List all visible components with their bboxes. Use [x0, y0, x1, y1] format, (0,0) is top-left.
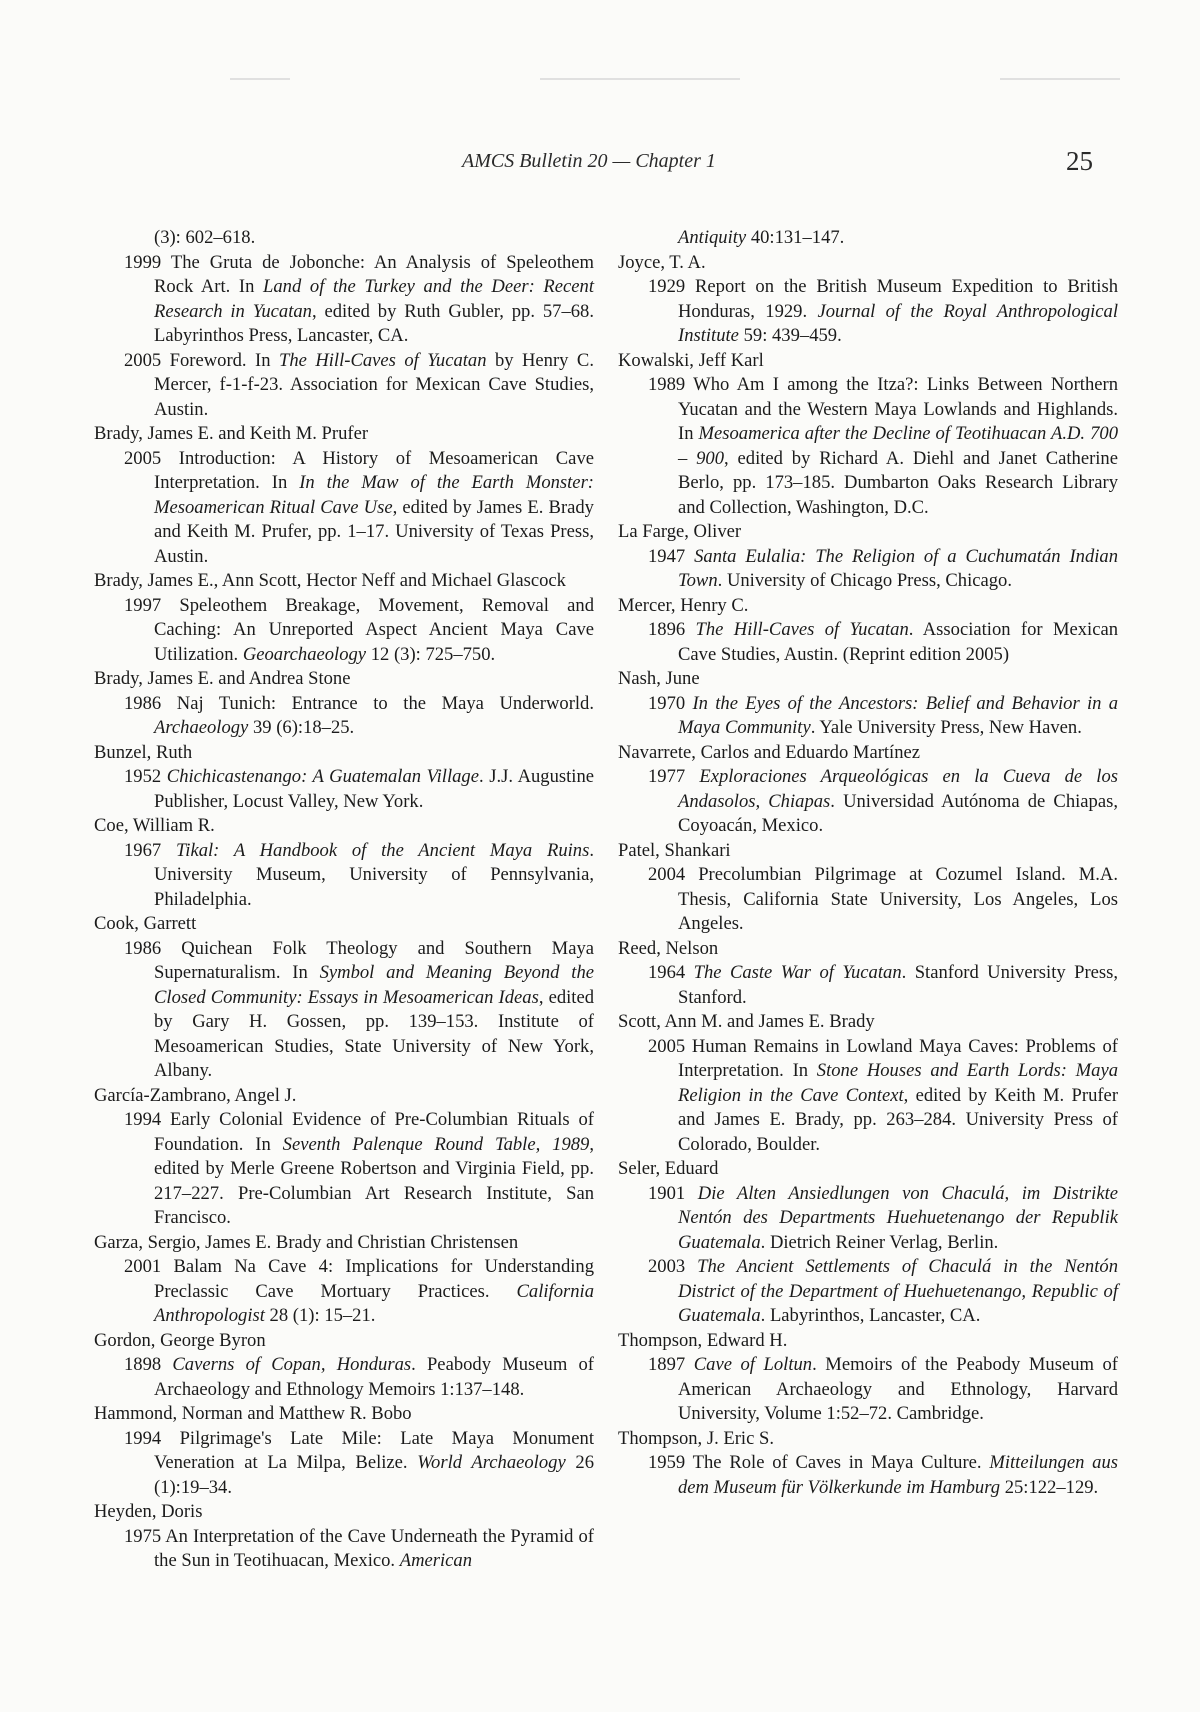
entry-title-italic: California Anthropologist	[154, 1280, 594, 1326]
bibliography-author: Scott, Ann M. and James E. Brady	[618, 1011, 875, 1032]
bibliography-author: Nash, June	[618, 668, 700, 689]
bibliography-entry	[94, 594, 594, 668]
entry-text: , edited by Richard A. Diehl and Janet Catherine Berlo, pp. 173–185. Dumbarton Oaks Research Library and Collection, Washington, D.C.	[678, 447, 1118, 518]
entry-title-italic: American	[399, 1550, 473, 1571]
entry-title-italic: Cave of Loltun	[693, 1354, 813, 1375]
bibliography-entry	[618, 765, 1118, 839]
entry-year: 1929	[648, 276, 686, 297]
bibliography-author: Cook, Garrett	[94, 913, 197, 934]
entry-text: . J.J. Augustine Publisher, Locust Valley, New York.	[154, 766, 595, 812]
entry-year: 1896	[648, 619, 686, 640]
entry-text: . Yale University Press, New Haven.	[810, 717, 1082, 738]
bibliography-entry-continuation	[94, 226, 594, 251]
entry-year: 2005	[124, 349, 162, 371]
bibliography-author: Thompson, J. Eric S.	[618, 1427, 774, 1449]
bibliography-author: Patel, Shankari	[618, 839, 731, 861]
entry-year: 1964	[648, 962, 686, 983]
entry-text	[685, 1183, 698, 1204]
bibliography-entry	[618, 692, 1118, 741]
entry-text: 28 (1): 15–21.	[264, 1305, 376, 1326]
bibliography-entry	[618, 1035, 1118, 1158]
scan-artifact	[230, 78, 290, 80]
bibliography-entry	[94, 1255, 594, 1329]
entry-year: 1897	[648, 1354, 686, 1375]
bibliography-entry	[618, 545, 1118, 594]
bibliography-entry	[94, 251, 594, 349]
entry-text: , edited by Merle Greene Robertson and Virginia Field, pp. 217–227. Pre-Columbian Art Research Institute, San Francisco.	[154, 1133, 594, 1228]
entry-text: 59: 439–459.	[738, 325, 842, 346]
entry-text: . Peabody Museum of Archaeology and Ethnology Memoirs 1:137–148.	[154, 1354, 594, 1400]
entry-text: 25:122–129.	[1000, 1476, 1099, 1498]
entry-year: 1947	[648, 545, 686, 567]
entry-title-italic: The Hill-Caves of Yucatan	[695, 619, 909, 640]
bibliography-entry	[94, 937, 594, 1084]
bibliography-entry	[94, 447, 594, 570]
entry-title-italic: Tikal: A Handbook of the Ancient Maya Ruins	[175, 839, 590, 861]
entry-year: 1952	[124, 766, 162, 787]
bibliography-author: Navarrete, Carlos and Eduardo Martínez	[618, 741, 921, 763]
bibliography-author: Heyden, Doris	[94, 1501, 203, 1522]
entry-title-italic: Seventh Palenque Round Table, 1989	[282, 1133, 590, 1155]
page-number: 25	[1066, 146, 1093, 176]
entry-text: Early Colonial Evidence of Pre-Columbian Rituals of Foundation. In	[154, 1109, 594, 1155]
entry-text: Balam Na Cave 4: Implications for Understanding Preclassic Cave Mortuary Practices.	[154, 1256, 594, 1302]
entry-text	[685, 619, 695, 640]
entry-year: 1959	[648, 1452, 686, 1473]
bibliography-author: Thompson, Edward H.	[618, 1329, 788, 1351]
entry-text	[685, 766, 699, 787]
entry-text: Report on the British Museum Expedition to British Honduras, 1929.	[678, 276, 1118, 322]
bibliography-author: Hammond, Norman and Matthew R. Bobo	[94, 1403, 412, 1424]
running-head: AMCS Bulletin 20 — Chapter 1	[462, 150, 716, 172]
entry-text: . Universidad Autónoma de Chiapas, Coyoacán, Mexico.	[678, 790, 1118, 836]
entry-title-italic: The Hill-Caves of Yucatan	[278, 349, 487, 371]
entry-text: , edited by Gary H. Gossen, pp. 139–153. Institute of Mesoamerican Studies, State University of New York, Albany.	[154, 986, 595, 1081]
entry-text: . Memoirs of the Peabody Museum of American Archaeology and Ethnology, Harvard University, Volume 1:52–72. Cambridge.	[678, 1354, 1119, 1424]
entry-year: 1986	[124, 692, 162, 714]
entry-title-italic: Symbol and Meaning Beyond the Closed Community: Essays in Mesoamerican Ideas	[154, 962, 594, 1008]
bibliography-author: García-Zambrano, Angel J.	[94, 1084, 297, 1106]
bibliography-entry	[618, 1255, 1118, 1329]
bibliography-author: Garza, Sergio, James E. Brady and Christian Christensen	[94, 1231, 519, 1253]
entry-text: , edited by James E. Brady and Keith M. Prufer, pp. 1–17. University of Texas Press, Austin.	[154, 496, 594, 567]
bibliography-entry	[94, 1353, 594, 1402]
entry-year: 1901	[648, 1182, 686, 1204]
entry-title-italic: Journal of the Royal Anthropological Institute	[678, 300, 1118, 346]
bibliography-entry	[94, 1108, 594, 1231]
entry-year: 1967	[124, 839, 162, 861]
bibliography-entry	[94, 1427, 594, 1501]
entry-title-italic: Caverns of Copan, Honduras	[172, 1354, 412, 1375]
bibliography-author: Brady, James E. and Andrea Stone	[94, 668, 351, 689]
entry-title-italic: Mesoamerica after the Decline of Teotihuacan A.D. 700 – 900	[678, 423, 1118, 469]
bibliography-author: Brady, James E. and Keith M. Prufer	[94, 423, 369, 444]
entry-text: Precolumbian Pilgrimage at Cozumel Island. M.A. Thesis, California State University, Los Angeles, Los Angeles.	[678, 864, 1118, 934]
bibliography-entry	[94, 692, 594, 741]
entry-text: . University of Chicago Press, Chicago.	[717, 570, 1012, 591]
bibliography-author: Brady, James E., Ann Scott, Hector Neff and Michael Glascock	[94, 570, 566, 591]
bibliography-entry	[618, 275, 1118, 349]
entry-title-italic: Mitteilungen aus dem Museum für Völkerkunde im Hamburg	[678, 1452, 1118, 1498]
entry-title-italic: The Caste War of Yucatan	[693, 962, 902, 983]
entry-year: 1999	[124, 251, 162, 273]
entry-text: 39 (6):18–25.	[248, 717, 355, 738]
entry-text	[685, 1354, 694, 1375]
entry-text: (3): 602–618.	[154, 227, 256, 248]
entry-title-italic: Stone Houses and Earth Lords: Maya Religion in the Cave Context	[678, 1060, 1118, 1106]
bibliography-entry	[94, 765, 594, 814]
entry-year: 2001	[124, 1256, 162, 1277]
bibliography-author: Bunzel, Ruth	[94, 741, 193, 763]
entry-title-italic: Geoarchaeology	[242, 643, 367, 665]
entry-title-italic: World Archaeology	[417, 1452, 566, 1473]
entry-year: 1975	[124, 1525, 162, 1547]
scan-artifact	[540, 78, 740, 80]
entry-text	[161, 840, 176, 861]
bibliography-entry	[94, 839, 594, 913]
entry-text	[685, 962, 693, 983]
entry-year: 1994	[124, 1109, 162, 1130]
left-column	[94, 226, 594, 1574]
entry-text: Who Am I among the Itza?: Links Between Northern Yucatan and the Western Maya Lowlands and Highlands. In	[678, 374, 1118, 444]
entry-year: 1970	[648, 692, 686, 714]
entry-text: 40:131–147.	[746, 227, 845, 248]
entry-year: 2004	[648, 864, 686, 885]
right-column	[618, 226, 1118, 1500]
entry-year: 1977	[648, 766, 686, 787]
bibliography-author: Gordon, George Byron	[94, 1329, 266, 1351]
bibliography-entry	[94, 349, 594, 423]
bibliography-entry	[618, 1182, 1118, 1256]
entry-year: 2005	[124, 447, 162, 469]
entry-title-italic: Santa Eulalia: The Religion of a Cuchumatán Indian Town	[678, 545, 1118, 591]
bibliography-entry	[94, 1525, 594, 1574]
bibliography-author: Seler, Eduard	[618, 1158, 719, 1179]
entry-year: 1989	[648, 374, 686, 395]
entry-year: 2005	[648, 1035, 686, 1057]
entry-text: The Gruta de Jobonche: An Analysis of Speleothem Rock Art. In	[154, 251, 594, 297]
entry-text	[685, 1256, 697, 1277]
entry-year: 1898	[124, 1354, 162, 1375]
entry-text: . Association for Mexican Cave Studies, Austin. (Reprint edition 2005)	[678, 619, 1118, 665]
entry-title-italic: Chichicastenango: A Guatemalan Village	[166, 766, 479, 787]
entry-text: , edited by Ruth Gubler, pp. 57–68. Labyrinthos Press, Lancaster, CA.	[154, 300, 594, 346]
entry-title-italic: Die Alten Ansiedlungen von Chaculá, im Distrikte Nentón des Departments Huehuetenango der Republik Guatemala	[678, 1182, 1118, 1253]
entry-text: Introduction: A History of Mesoamerican Cave Interpretation. In	[154, 447, 594, 493]
bibliography-entry	[618, 373, 1118, 520]
entry-text: Human Remains in Lowland Maya Caves: Problems of Interpretation. In	[678, 1035, 1118, 1081]
entry-text: Foreword. In	[161, 349, 279, 371]
bibliography-author: Coe, William R.	[94, 815, 215, 836]
bibliography-entry-continuation	[618, 226, 1118, 251]
entry-text: An Interpretation of the Cave Underneath the Pyramid of the Sun in Teotihuacan, Mexico.	[154, 1525, 594, 1571]
entry-text: . University Museum, University of Pennsylvania, Philadelphia.	[154, 839, 594, 910]
entry-text: . Labyrinthos, Lancaster, CA.	[760, 1305, 981, 1326]
entry-title-italic: Exploraciones Arqueológicas en la Cueva de los Andasolos, Chiapas	[678, 766, 1119, 812]
entry-title-italic: In the Maw of the Earth Monster: Mesoamerican Ritual Cave Use	[154, 472, 594, 518]
entry-text: 12 (3): 725–750.	[366, 643, 496, 665]
entry-title-italic: Land of the Turkey and the Deer: Recent Research in Yucatan	[154, 276, 594, 322]
entry-title-italic: In the Eyes of the Ancestors: Belief and Behavior in a Maya Community	[678, 692, 1118, 738]
bibliography-entry	[618, 961, 1118, 1010]
bibliography-author: Mercer, Henry C.	[618, 594, 749, 616]
entry-title-italic: Antiquity	[678, 227, 747, 248]
entry-year: 1997	[124, 594, 162, 616]
entry-year: 1986	[124, 937, 162, 959]
entry-year: 2003	[648, 1256, 686, 1277]
bibliography-author: Joyce, T. A.	[618, 251, 706, 273]
entry-text	[161, 1354, 172, 1375]
entry-text: by Henry C. Mercer, f-1-f-23. Association for Mexican Cave Studies, Austin.	[154, 349, 594, 420]
bibliography-author: Reed, Nelson	[618, 937, 719, 959]
bibliography-entry	[618, 618, 1118, 667]
scan-artifact	[1000, 78, 1120, 80]
entry-text: The Role of Caves in Maya Culture.	[685, 1452, 990, 1473]
bibliography-author: Kowalski, Jeff Karl	[618, 349, 764, 371]
entry-text	[685, 546, 694, 567]
entry-year: 1994	[124, 1427, 162, 1449]
bibliography-author: La Farge, Oliver	[618, 521, 742, 542]
bibliography-entry	[618, 863, 1118, 937]
entry-text: . Dietrich Reiner Verlag, Berlin.	[760, 1231, 999, 1253]
entry-text: 26 (1):19–34.	[154, 1452, 594, 1498]
page-header	[0, 146, 1200, 190]
entry-title-italic: Archaeology	[154, 717, 249, 738]
entry-text: Speleothem Breakage, Movement, Removal and Caching: An Unreported Aspect Ancient Maya Cave Utilization.	[154, 594, 594, 665]
entry-text: Naj Tunich: Entrance to the Maya Underworld.	[161, 692, 594, 714]
entry-text: , edited by Keith M. Prufer and James E. Brady, pp. 263–284. University Press of Colorado, Boulder.	[678, 1084, 1119, 1155]
entry-text: . Stanford University Press, Stanford.	[678, 962, 1119, 1008]
bibliography-entry	[618, 1353, 1118, 1427]
entry-text: Quichean Folk Theology and Southern Maya Supernaturalism. In	[154, 937, 594, 983]
bibliography-entry	[618, 1451, 1118, 1500]
entry-text: Pilgrimage's Late Mile: Late Maya Monument Veneration at La Milpa, Belize.	[154, 1427, 594, 1473]
entry-title-italic: The Ancient Settlements of Chaculá in the Nentón District of the Department of Huehuetenango, Republic of Guatemala	[678, 1256, 1118, 1326]
